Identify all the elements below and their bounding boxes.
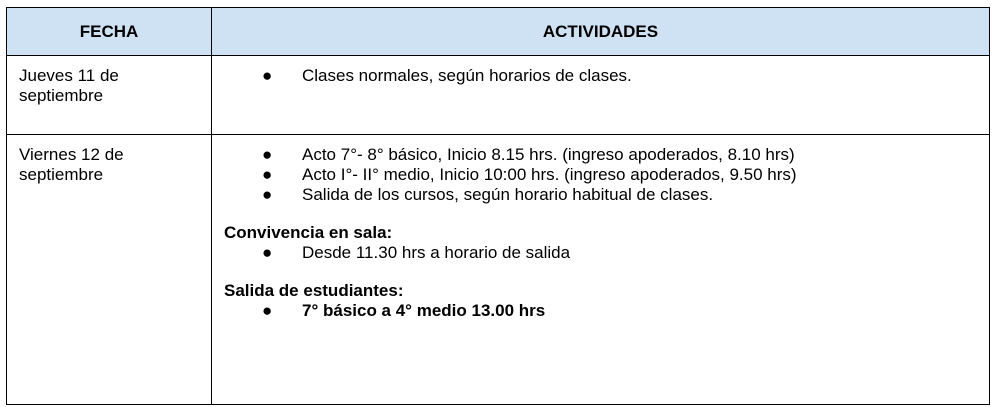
activities-cell	[212, 135, 990, 405]
bullet-icon: ●	[262, 243, 273, 262]
list-item	[224, 301, 977, 321]
activity-text: Desde 11.30 hrs a horario de salida	[302, 243, 571, 262]
activity-list	[224, 243, 977, 263]
table-header-row	[7, 8, 990, 56]
activity-text: Acto 7°- 8° básico, Inicio 8.15 hrs. (ingreso apoderados, 8.10 hrs)	[302, 145, 795, 164]
list-item	[224, 185, 977, 205]
table-row	[7, 56, 990, 135]
date-line: Jueves 11 de	[19, 66, 119, 85]
section-title: Convivencia en sala:	[224, 223, 393, 242]
activity-list	[224, 301, 977, 321]
header-activities: ACTIVIDADES	[212, 8, 990, 56]
list-item	[224, 145, 977, 165]
activities-table	[6, 7, 990, 405]
date-cell	[7, 135, 212, 405]
date-line: septiembre	[19, 165, 104, 184]
activity-list	[224, 145, 977, 205]
bullet-icon: ●	[262, 165, 273, 184]
date-cell	[7, 56, 212, 135]
date-line: Viernes 12 de	[19, 145, 124, 164]
activity-text: Acto I°- II° medio, Inicio 10:00 hrs. (ingreso apoderados, 9.50 hrs)	[302, 165, 797, 184]
activity-text: Clases normales, según horarios de clases.	[302, 66, 632, 85]
bullet-icon: ●	[262, 66, 273, 85]
bullet-icon: ●	[262, 185, 273, 204]
date-line: septiembre	[19, 86, 104, 105]
activity-list	[224, 66, 977, 86]
table-row	[7, 135, 990, 405]
list-item	[224, 243, 977, 263]
bullet-icon: ●	[262, 145, 273, 164]
activity-text: 7° básico a 4° medio 13.00 hrs	[302, 301, 546, 320]
list-item	[224, 165, 977, 185]
section-title: Salida de estudiantes:	[224, 281, 404, 300]
header-date: FECHA	[7, 8, 212, 56]
activity-text: Salida de los cursos, según horario habitual de clases.	[302, 185, 714, 204]
activities-cell	[212, 56, 990, 135]
list-item	[224, 66, 977, 86]
bullet-icon: ●	[262, 301, 273, 320]
